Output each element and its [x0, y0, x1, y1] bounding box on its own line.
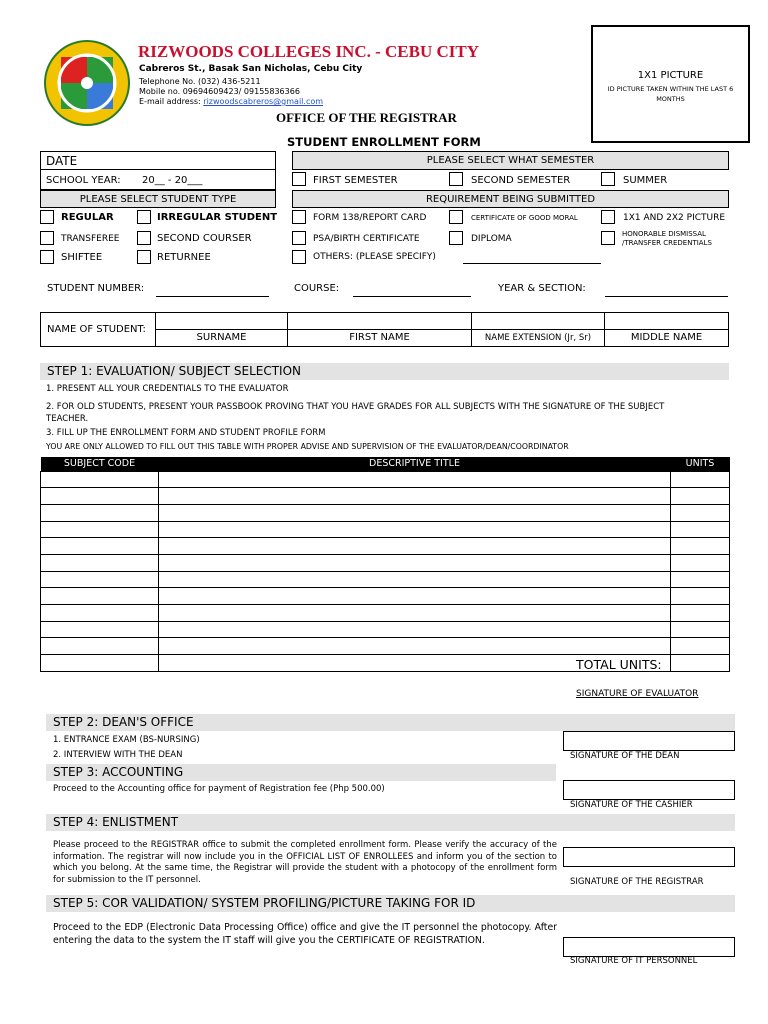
checkbox-pictures[interactable] — [601, 210, 615, 224]
student-number-input[interactable] — [156, 296, 269, 297]
total-units-label: TOTAL UNITS: — [576, 657, 662, 672]
subject-code-cell[interactable] — [41, 621, 159, 638]
req-psa: PSA/BIRTH CERTIFICATE — [313, 234, 420, 244]
req-pictures: 1X1 AND 2X2 PICTURE — [623, 213, 726, 223]
subject-code-cell[interactable] — [41, 638, 159, 655]
subject-code-cell[interactable] — [41, 554, 159, 571]
subject-code-cell[interactable] — [41, 655, 159, 672]
descriptive-title-cell[interactable] — [159, 488, 671, 505]
req-others: OTHERS: (PLEASE SPECIFY) — [313, 252, 436, 262]
email-label: E-mail address: — [139, 97, 201, 106]
dean-signature-label: SIGNATURE OF THE DEAN — [570, 751, 680, 761]
name-label: NAME OF STUDENT: — [47, 324, 146, 335]
school-address: Cabreros St., Basak San Nicholas, Cebu City — [139, 64, 363, 74]
surname-caption: SURNAME — [155, 329, 288, 347]
student-number-label: STUDENT NUMBER: — [47, 283, 145, 294]
step1-item-1: 1. PRESENT ALL YOUR CREDENTIALS TO THE EVALUATOR — [46, 384, 289, 394]
photo-note: ID PICTURE TAKEN WITHIN THE LAST 6 MONTHS — [607, 85, 734, 103]
cashier-signature-label: SIGNATURE OF THE CASHIER — [570, 800, 693, 810]
descriptive-title-cell[interactable] — [159, 554, 671, 571]
surname-input[interactable] — [155, 312, 288, 330]
subject-code-cell[interactable] — [41, 588, 159, 605]
email-line — [139, 96, 323, 107]
subject-code-cell[interactable] — [41, 605, 159, 622]
checkbox-diploma[interactable] — [449, 231, 463, 245]
col-units: UNITS — [671, 457, 730, 471]
subject-row — [41, 638, 730, 655]
email-link[interactable]: rizwoodscabreros@gmail.com — [203, 97, 324, 106]
checkbox-second-courser[interactable] — [137, 231, 151, 245]
cashier-signature-box[interactable] — [563, 780, 735, 800]
step1-title: STEP 1: EVALUATION/ SUBJECT SELECTION — [40, 363, 729, 380]
descriptive-title-cell[interactable] — [159, 538, 671, 555]
units-cell[interactable] — [671, 655, 730, 672]
req-honorable-dismissal: HONORABLE DISMISSAL /TRANSFER CREDENTIALS — [622, 230, 712, 247]
subject-code-cell[interactable] — [41, 571, 159, 588]
photo-box — [591, 25, 750, 143]
school-logo — [44, 40, 130, 126]
semester-header: PLEASE SELECT WHAT SEMESTER — [292, 151, 729, 170]
name-extension-caption: NAME EXTENSION (Jr, Sr) — [471, 329, 605, 347]
checkbox-others[interactable] — [292, 250, 306, 264]
course-label: COURSE: — [294, 283, 340, 294]
units-cell[interactable] — [671, 621, 730, 638]
step4-title: STEP 4: ENLISTMENT — [46, 814, 735, 831]
checkbox-good-moral[interactable] — [449, 210, 463, 224]
checkbox-shiftee[interactable] — [40, 250, 54, 264]
subject-code-cell[interactable] — [41, 504, 159, 521]
step4-text: Please proceed to the REGISTRAR office to submit the completed enrollment form. Please verify the accuracy of the information. The registrar will now include you in the OFFICIAL LIST OF ENROLLEES and inform you of the section to which you belong. At the same time, the Registrar will provide the student with a photocopy of the enrollment form for submission to the IT personnel. — [53, 840, 557, 885]
office-title: OFFICE OF THE REGISTRAR — [276, 110, 457, 125]
descriptive-title-cell[interactable] — [159, 588, 671, 605]
units-cell[interactable] — [671, 638, 730, 655]
photo-title: 1X1 PICTURE — [637, 70, 704, 81]
subject-row — [41, 538, 730, 555]
step5-text: Proceed to the EDP (Electronic Data Processing Office) office and give the IT personnel the photocopy. After entering the data to the system the IT staff will give you the CERTIFICATE OF REGISTRATION. — [53, 922, 557, 946]
descriptive-title-cell[interactable] — [159, 605, 671, 622]
units-cell[interactable] — [671, 471, 730, 488]
step2-item-1: 1. ENTRANCE EXAM (BS-NURSING) — [53, 735, 200, 745]
checkbox-irregular[interactable] — [137, 210, 151, 224]
step1-item-3: 3. FILL UP THE ENROLLMENT FORM AND STUDENT PROFILE FORM — [46, 428, 326, 438]
step1-note: YOU ARE ONLY ALLOWED TO FILL OUT THIS TABLE WITH PROPER ADVISE AND SUPERVISION OF THE EVALUATOR/DEAN/COORDINATOR — [46, 442, 569, 451]
middle-name-caption: MIDDLE NAME — [604, 329, 729, 347]
units-cell[interactable] — [671, 588, 730, 605]
col-descriptive-title: DESCRIPTIVE TITLE — [159, 457, 671, 471]
step2-item-2: 2. INTERVIEW WITH THE DEAN — [53, 750, 183, 760]
subject-table — [40, 457, 730, 672]
checkbox-regular[interactable] — [40, 210, 54, 224]
first-name-input[interactable] — [287, 312, 472, 330]
subject-row — [41, 605, 730, 622]
type-irregular: IRREGULAR STUDENT — [157, 212, 278, 223]
course-input[interactable] — [353, 296, 471, 297]
semester-summer: SUMMER — [623, 175, 668, 186]
units-cell[interactable] — [671, 521, 730, 538]
descriptive-title-cell[interactable] — [159, 504, 671, 521]
registrar-signature-label: SIGNATURE OF THE REGISTRAR — [570, 877, 704, 887]
subject-row — [41, 554, 730, 571]
subject-row — [41, 521, 730, 538]
first-name-caption: FIRST NAME — [287, 329, 472, 347]
it-personnel-signature-box[interactable] — [563, 937, 735, 957]
checkbox-form138[interactable] — [292, 210, 306, 224]
req-good-moral: CERTIFICATE OF GOOD MORAL — [471, 214, 578, 222]
subject-code-cell[interactable] — [41, 471, 159, 488]
units-cell[interactable] — [671, 488, 730, 505]
subject-row — [41, 504, 730, 521]
type-shiftee: SHIFTEE — [61, 252, 103, 263]
descriptive-title-cell[interactable] — [159, 638, 671, 655]
subject-row — [41, 621, 730, 638]
checkbox-honorable-dismissal[interactable] — [601, 231, 615, 245]
subject-code-cell[interactable] — [41, 521, 159, 538]
type-regular: REGULAR — [61, 212, 114, 223]
others-specify-line[interactable] — [463, 263, 601, 264]
subject-row — [41, 588, 730, 605]
step3-text: Proceed to the Accounting office for payment of Registration fee (Php 500.00) — [53, 784, 385, 794]
descriptive-title-cell[interactable] — [159, 621, 671, 638]
descriptive-title-cell[interactable] — [159, 571, 671, 588]
step1-item-2: 2. FOR OLD STUDENTS, PRESENT YOUR PASSBOOK PROVING THAT YOU HAVE GRADES FOR ALL SUBJECTS WITH THE SIGNATURE OF THE SUBJECT TEACHER. — [46, 402, 665, 424]
mobile: Mobile no. 09694609423/ 09155836366 — [139, 87, 300, 96]
subject-code-cell[interactable] — [41, 488, 159, 505]
checkbox-transferee[interactable] — [40, 231, 54, 245]
middle-name-input[interactable] — [604, 312, 729, 330]
form-title: STUDENT ENROLLMENT FORM — [287, 135, 481, 149]
semester-second: SECOND SEMESTER — [471, 175, 571, 186]
checkbox-psa[interactable] — [292, 231, 306, 245]
registrar-signature-box[interactable] — [563, 847, 735, 867]
type-transferee: TRANSFEREE — [61, 234, 120, 244]
checkbox-returnee[interactable] — [137, 250, 151, 264]
telephone: Telephone No. (032) 436-5211 — [139, 77, 261, 86]
units-cell[interactable] — [671, 605, 730, 622]
subject-row — [41, 488, 730, 505]
units-cell[interactable] — [671, 554, 730, 571]
student-type-header: PLEASE SELECT STUDENT TYPE — [40, 190, 276, 208]
school-year-value[interactable]: 20__ - 20___ — [142, 175, 203, 186]
req-diploma: DIPLOMA — [471, 234, 512, 244]
school-name: RIZWOODS COLLEGES INC. - CEBU CITY — [138, 42, 480, 61]
checkbox-first-semester[interactable] — [292, 172, 306, 186]
subject-row — [41, 571, 730, 588]
checkbox-second-semester[interactable] — [449, 172, 463, 186]
evaluator-signature-label: SIGNATURE OF EVALUATOR — [576, 689, 699, 699]
step5-title: STEP 5: COR VALIDATION/ SYSTEM PROFILING/PICTURE TAKING FOR ID — [46, 895, 735, 912]
descriptive-title-cell[interactable] — [159, 521, 671, 538]
units-cell[interactable] — [671, 504, 730, 521]
dean-signature-box[interactable] — [563, 731, 735, 751]
checkbox-summer[interactable] — [601, 172, 615, 186]
col-subject-code: SUBJECT CODE — [41, 457, 159, 471]
type-second-courser: SECOND COURSER — [157, 233, 252, 244]
school-year-label: SCHOOL YEAR: — [46, 175, 121, 186]
name-extension-input[interactable] — [471, 312, 605, 330]
year-section-label: YEAR & SECTION: — [498, 283, 586, 294]
type-returnee: RETURNEE — [157, 252, 211, 263]
date-label: DATE — [46, 154, 78, 168]
subject-code-cell[interactable] — [41, 538, 159, 555]
it-personnel-signature-label: SIGNATURE OF IT PERSONNEL — [570, 956, 698, 966]
subject-row — [41, 471, 730, 488]
units-cell[interactable] — [671, 571, 730, 588]
units-cell[interactable] — [671, 538, 730, 555]
semester-first: FIRST SEMESTER — [313, 175, 398, 186]
descriptive-title-cell[interactable] — [159, 471, 671, 488]
step2-title: STEP 2: DEAN'S OFFICE — [46, 714, 735, 731]
step3-title: STEP 3: ACCOUNTING — [46, 764, 556, 781]
req-form138: FORM 138/REPORT CARD — [313, 213, 427, 223]
requirement-header: REQUIREMENT BEING SUBMITTED — [292, 190, 729, 208]
year-section-input[interactable] — [605, 296, 728, 297]
